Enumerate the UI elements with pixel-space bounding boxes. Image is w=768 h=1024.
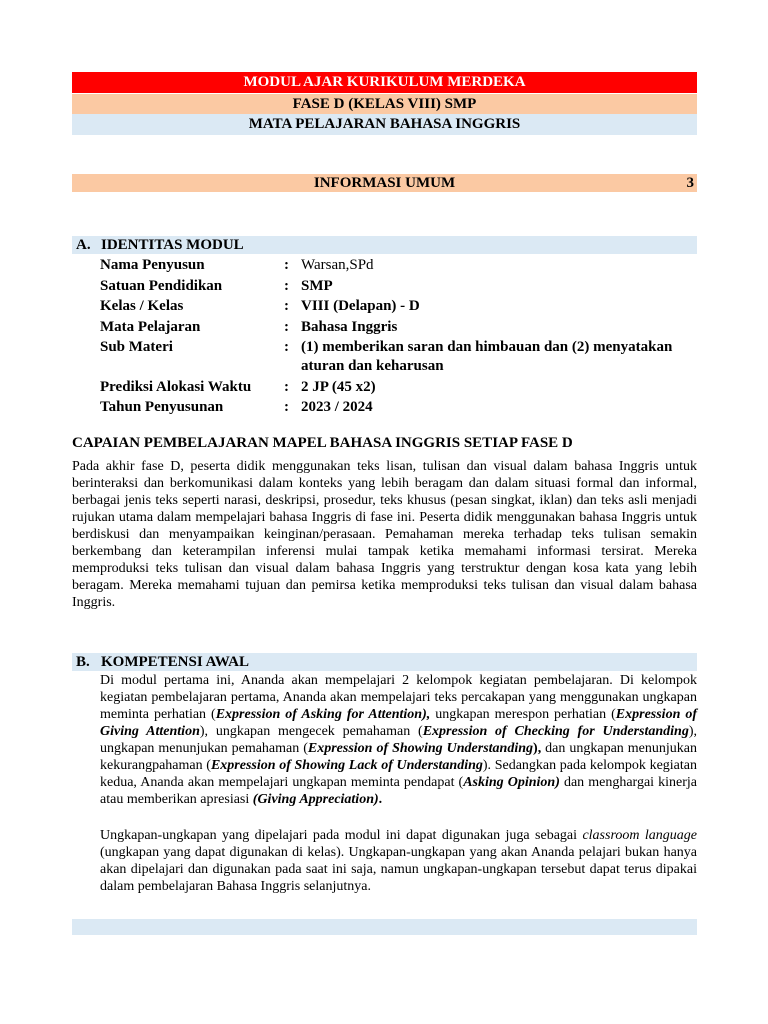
capaian-paragraph: Pada akhir fase D, peserta didik menggunakan teks lisan, tulisan dan visual dalam bahasa Inggris untuk berinteraksi dan berkomunikasi dalam konteks yang lebih beragam dan dalam situasi formal dan informal, berbagai jenis teks seperti narasi, deskripsi, prosedur, teks khusus (pesan singkat, iklan) dan teks asli menjadi rujukan utama dalam mempelajari bahasa Inggris di fase ini. Peserta didik menggunakan bahasa Inggris untuk berdiskusi dan menyampaikan keinginan/perasaan. Pemahaman mereka terhadap teks tulisan semakin berkembang dan keterampilan inferensi mulai tampak ketika memahami informasi tersirat. Mereka memproduksi teks tulisan dan visual dalam bahasa Inggris yang terstruktur dengan kosa kata yang lebih beragam. Mereka memahami tujuan dan pemirsa ketika memproduksi teks tulisan dan visual dalam bahasa Inggris.: [72, 459, 697, 610]
identity-value: (1) memberikan saran dan himbauan dan (2) menyatakan aturan dan keharusan: [301, 339, 673, 374]
text-run: dan ungkapan menunjukan kekurangpahaman (: [100, 741, 697, 773]
text-run: Expression of Showing Understanding: [307, 741, 534, 756]
identity-value: VIII (Delapan) - D: [301, 298, 420, 314]
section-b-header: [72, 653, 697, 671]
identity-label: Prediksi Alokasi Waktu: [100, 378, 252, 395]
text-run: (Giving Appreciation): [252, 792, 379, 807]
identity-value: SMP: [301, 277, 333, 294]
identity-table: [100, 256, 700, 419]
kompetensi-paragraph-2: [100, 827, 697, 895]
section-a-letter: A.: [76, 237, 91, 253]
info-umum-title: INFORMASI UMUM: [313, 175, 456, 191]
text-run: dan menghargai kinerja atau memberikan apresiasi: [100, 775, 698, 807]
text-run: .: [378, 792, 383, 807]
identity-label: Tahun Penyusunan: [100, 399, 224, 415]
identity-row: [100, 277, 700, 296]
identity-value: Bahasa Inggris: [301, 318, 398, 335]
identity-colon: :: [284, 318, 289, 335]
section-a-title: IDENTITAS MODUL: [101, 237, 244, 253]
identity-value: 2023 / 2024: [301, 399, 373, 415]
page-number: 3: [686, 175, 694, 191]
identity-label: Sub Materi: [100, 339, 173, 355]
identity-row: [100, 338, 700, 376]
text-run: Expression of Giving Attention: [100, 707, 697, 739]
identity-label: Mata Pelajaran: [100, 318, 201, 335]
phase-banner: [72, 94, 697, 115]
section-b-title: KOMPETENSI AWAL: [101, 654, 249, 670]
identity-colon: :: [284, 399, 289, 415]
text-run: ),: [533, 741, 542, 756]
bottom-band: [72, 919, 697, 935]
identity-row: [100, 256, 700, 275]
identity-colon: :: [284, 257, 289, 273]
identity-row: [100, 297, 700, 316]
module-title: MODUL AJAR KURIKULUM MERDEKA: [243, 74, 526, 90]
text-run: Expression of Showing Lack of Understanding: [210, 758, 483, 773]
identity-colon: :: [284, 277, 289, 294]
identity-colon: :: [284, 298, 289, 314]
identity-label: Nama Penyusun: [100, 257, 205, 273]
identity-value: 2 JP (45 x2): [301, 378, 376, 395]
identity-row: [100, 378, 700, 397]
text-run: ), ungkapan mengecek pemahaman (: [199, 724, 423, 739]
identity-value: Warsan,SPd: [301, 257, 374, 273]
text-run: Expression of Checking for Understanding: [422, 724, 689, 739]
text-run: ). Sedangkan pada kelompok kegiatan kedua, Ananda akan mempelajari ungkapan meminta pendapat (: [100, 758, 697, 790]
info-umum-banner: [72, 174, 697, 192]
identity-colon: :: [284, 378, 289, 395]
identity-label: Kelas / Kelas: [100, 298, 184, 314]
phase-title: FASE D (KELAS VIII) SMP: [292, 96, 477, 112]
identity-row: [100, 318, 700, 337]
identity-colon: :: [284, 339, 289, 355]
text-run: (ungkapan yang dapat digunakan di kelas). Ungkapan-ungkapan yang akan Ananda pelajari bukan hanya akan dipelajari dan digunakan pada saat ini saja, namun ungkapan-ungkapan tersebut dapat terus dipakai dalam pembelajaran Bahasa Inggris selanjutnya.: [100, 845, 697, 894]
text-run: Asking Opinion): [463, 775, 560, 790]
identity-label: Satuan Pendidikan: [100, 277, 223, 294]
text-run: Expression of Asking for Attention),: [215, 707, 431, 722]
subject-title: MATA PELAJARAN BAHASA INGGRIS: [248, 116, 521, 132]
capaian-heading: CAPAIAN PEMBELAJARAN MAPEL BAHASA INGGRIS SETIAP FASE D: [72, 435, 573, 451]
text-run: Ungkapan-ungkapan yang dipelajari pada modul ini dapat digunakan juga sebagai: [100, 828, 583, 843]
subject-banner: [72, 114, 697, 135]
section-b-letter: B.: [76, 654, 90, 670]
text-run: ungkapan merespon perhatian (: [430, 707, 616, 722]
identity-row: [100, 398, 700, 417]
section-a-header: [72, 236, 697, 254]
text-run: ), ungkapan menunjukan pemahaman (: [100, 724, 697, 756]
text-run: classroom language: [582, 828, 697, 843]
module-title-banner: [72, 72, 697, 93]
text-run: Di modul pertama ini, Ananda akan mempelajari 2 kelompok kegiatan pembelajaran. Di kelompok kegiatan pembelajaran pertama, Ananda akan mempelajari teks percakapan yang menggunakan ungkapan meminta perhatian (: [100, 673, 697, 722]
kompetensi-paragraph-1: [100, 672, 697, 808]
